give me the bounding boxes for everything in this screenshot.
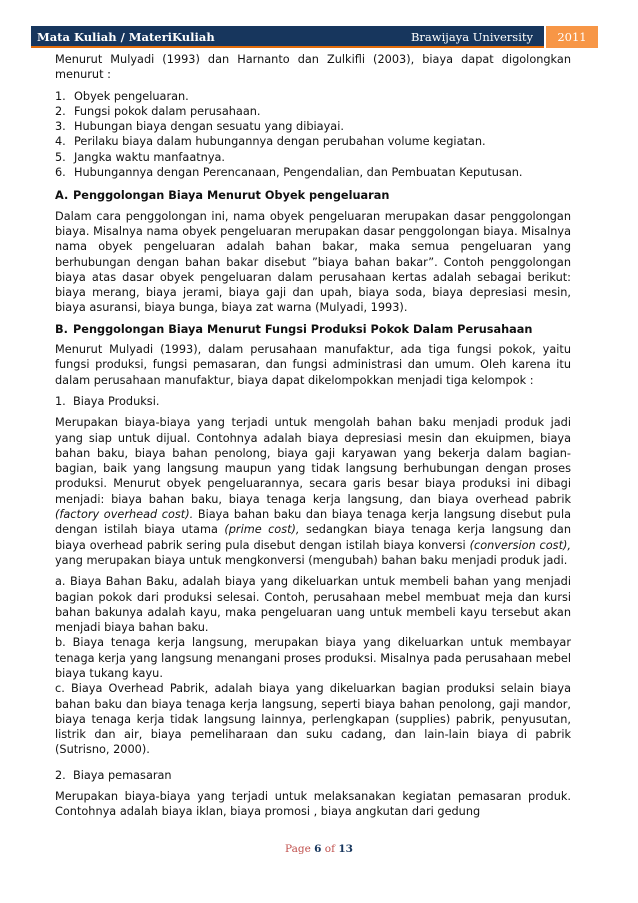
section-b-title: Penggolongan Biaya Menurut Fungsi Produksi Pokok Dalam Perusahaan	[73, 322, 533, 336]
section-b-heading	[55, 322, 571, 337]
biaya-pemasaran-paragraph: Merupakan biaya-biaya yang terjadi untuk melaksanakan kegiatan pemasaran produk. Contohnya adalah biaya iklan, biaya promosi , biaya angkutan dari gedung	[55, 790, 571, 819]
list-number: 5.	[55, 150, 66, 164]
produksi-title: Biaya Produksi.	[73, 394, 160, 408]
section-a-title: Penggolongan Biaya Menurut Obyek pengeluaran	[73, 189, 390, 203]
factory-overhead-term: (factory overhead cost).	[55, 508, 194, 522]
list-text: Hubungan biaya dengan sesuatu yang dibiayai.	[74, 120, 344, 134]
section-b-letter: B.	[55, 322, 68, 336]
list-text: Fungsi pokok dalam perusahaan.	[74, 104, 261, 118]
pemasaran-title: Biaya pemasaran	[73, 768, 172, 782]
intro-paragraph: Menurut Mulyadi (1993) dan Harnanto dan Zulkifli (2003), biaya dapat digolongkan menurut :	[55, 53, 571, 82]
prime-cost-term: (prime cost),	[224, 523, 300, 537]
list-item	[55, 165, 571, 180]
classification-list	[55, 89, 571, 181]
list-item	[55, 104, 571, 119]
page-footer: Page 6 of 13	[285, 843, 353, 855]
page-total: 13	[338, 843, 353, 855]
list-number: 1.	[55, 89, 66, 103]
list-item	[55, 150, 571, 165]
conversion-cost-term: (conversion cost),	[469, 538, 571, 552]
list-text: Hubungannya dengan Perencanaan, Pengendalian, dan Pembuatan Keputusan.	[74, 166, 523, 180]
section-a-letter: A.	[55, 189, 69, 203]
list-number: 2.	[55, 104, 66, 118]
list-item	[55, 119, 571, 134]
list-number: 4.	[55, 135, 66, 149]
header-year: 2011	[546, 26, 598, 48]
section-b-body: Menurut Mulyadi (1993), dalam perusahaan manufaktur, ada tiga fungsi pokok, yaitu fungsi produksi, fungsi pemasaran, dan fungsi administrasi dan umum. Oleh karena itu dalam perusahaan manufaktur, biaya dapat dikelompokkan menjadi tiga kelompok :	[55, 343, 571, 387]
biaya-produksi-heading	[55, 394, 571, 409]
list-text: Obyek pengeluaran.	[74, 89, 189, 103]
list-number: 6.	[55, 166, 66, 180]
produksi-number: 1.	[55, 394, 66, 408]
university-name: Brawijaya University	[410, 30, 533, 44]
biaya-overhead-item: c. Biaya Overhead Pabrik, adalah biaya yang dikeluarkan bagian produksi selain biaya bahan baku dan biaya tenaga kerja langsung, seperti biaya bahan penolong, gaji mandor, biaya tenaga kerja tidak langsung lainnya, perlengkapan (supplies) pabrik, penyusutan, listrik dan air, biaya pemeliharaan dan suku cadang, dan lain-lain biaya di pabrik (Sutrisno, 2000).	[55, 682, 571, 757]
biaya-produksi-paragraph: Merupakan biaya-biaya yang terjadi untuk mengolah bahan baku menjadi produk jadi yang siap untuk dijual. Contohnya adalah biaya depresiasi mesin dan ekuipmen, biaya bahan baku, biaya bahan penolong, biaya gaji karyawan yang bekerja dalam bagian-bagian, baik yang langsung maupun yang tidak langsung berhubungan dengan proses produksi. Menurut obyek pengeluarannya, secara garis besar biaya produksi ini dibagi menjadi: biaya bahan baku, biaya tenaga kerja langsung, dan biaya overhead pabrik (factory overhead cost). Biaya bahan baku dan biaya tenaga kerja langsung disebut pula dengan istilah biaya utama (prime cost), sedangkan biaya tenaga kerja langsung dan biaya overhead pabrik sering pula disebut dengan istilah biaya konversi (conversion cost), yang merupakan biaya untuk mengkonversi (mengubah) bahan baku menjadi produk jadi.	[55, 416, 572, 567]
biaya-bahan-baku-item: a. Biaya Bahan Baku, adalah biaya yang dikeluarkan untuk membeli bahan yang menjadi bagian pokok dari produksi selesai. Contoh, perusahaan mebel membuat meja dan kursi bahan bakunya adalah kayu, maka pengeluaran uang untuk membeli kayu tersebut akan menjadi biaya bahan baku.	[55, 575, 571, 635]
list-item	[55, 134, 571, 149]
list-text: Perilaku biaya dalam hubungannya dengan perubahan volume kegiatan.	[74, 135, 486, 149]
pemasaran-number: 2.	[55, 768, 66, 782]
list-number: 3.	[55, 120, 66, 134]
section-a-heading	[55, 188, 571, 203]
header-bar	[31, 26, 544, 48]
list-text: Jangka waktu manfaatnya.	[74, 150, 226, 164]
document-body	[55, 52, 571, 826]
biaya-tenaga-kerja-item: b. Biaya tenaga kerja langsung, merupakan biaya yang dikeluarkan untuk membayar tenaga kerja yang langsung menangani proses produksi. Misalnya pada perusahaan mebel biaya tukang kayu.	[55, 636, 571, 680]
page-header	[31, 26, 598, 48]
biaya-pemasaran-heading	[55, 768, 571, 783]
section-a-body: Dalam cara penggolongan ini, nama obyek pengeluaran merupakan dasar penggolongan biaya. Misalnya nama obyek pengeluaran merupakan dasar penggolongan biaya. Misalnya nama obyek pengeluaran adalah bahan bakar, maka semua pengeluaran yang berhubungan dengan bahan bakar disebut ”biaya bahan bakar”. Contoh penggolongan biaya atas dasar obyek pengeluaran dalam perusahaan kertas adalah sebagai berikut: biaya merang, biaya jerami, biaya gaji dan upah, biaya soda, biaya depresiasi mesin, biaya asuransi, biaya bunga, biaya zat warna (Mulyadi, 1993).	[55, 209, 571, 315]
course-title: Mata Kuliah / MateriKuliah	[37, 30, 215, 44]
list-item	[55, 89, 571, 104]
page-number: 6	[314, 843, 322, 855]
